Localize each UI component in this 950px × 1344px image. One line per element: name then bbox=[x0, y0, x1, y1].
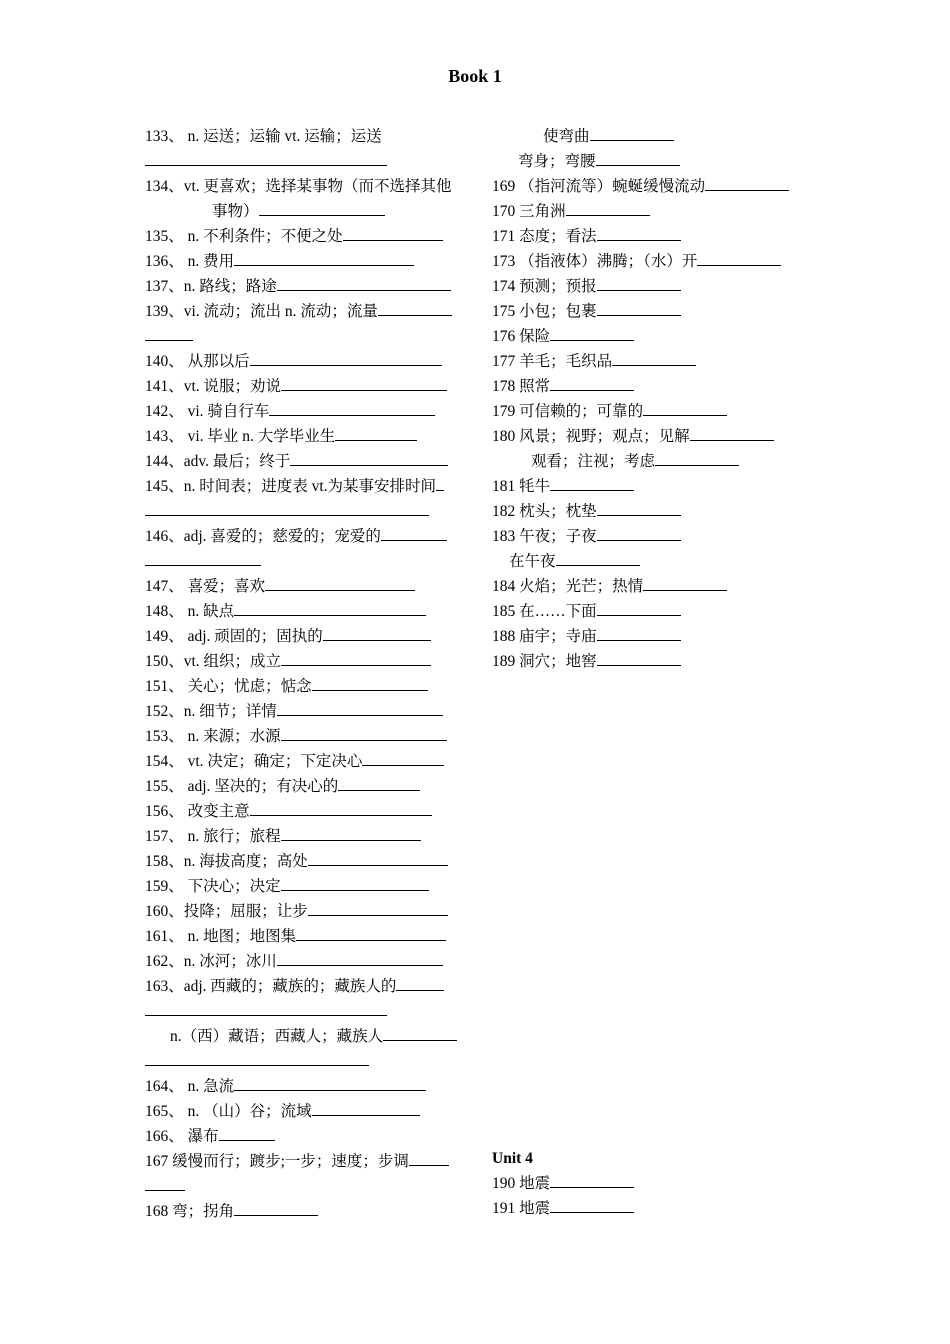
vocab-item: 136、 n. 费用 bbox=[145, 249, 414, 274]
vocab-item: 164、 n. 急流 bbox=[145, 1074, 426, 1099]
vocab-item: 事物） bbox=[212, 199, 385, 224]
answer-blank[interactable] bbox=[145, 999, 387, 1024]
vocab-item: 162、n. 冰河；冰川 bbox=[145, 949, 443, 974]
vocab-item: 141、vt. 说服；劝说 bbox=[145, 374, 447, 399]
answer-blank[interactable] bbox=[145, 1174, 185, 1199]
vocab-item: 174 预测；预报 bbox=[492, 274, 681, 299]
vocab-item: 178 照常 bbox=[492, 374, 634, 399]
vocab-item: 149、 adj. 顽固的；固执的 bbox=[145, 624, 431, 649]
vocab-item: 170 三角洲 bbox=[492, 199, 650, 224]
vocab-item: 153、 n. 来源；水源 bbox=[145, 724, 447, 749]
vocab-item: 157、 n. 旅行；旅程 bbox=[145, 824, 421, 849]
vocab-item: 177 羊毛；毛织品 bbox=[492, 349, 696, 374]
answer-blank[interactable] bbox=[145, 149, 387, 174]
vocab-item: 173 （指液体）沸腾；（水）开 bbox=[492, 249, 781, 274]
vocab-item: 176 保险 bbox=[492, 324, 634, 349]
vocab-item: 165、 n. （山）谷；流域 bbox=[145, 1099, 420, 1124]
vocab-item: 使弯曲 bbox=[543, 124, 674, 149]
vocab-item: 184 火焰；光芒；热情 bbox=[492, 574, 727, 599]
vocab-item: 145、n. 时间表；进度表 vt.为某事安排时间 bbox=[145, 474, 444, 499]
vocab-item: 155、 adj. 坚决的；有决心的 bbox=[145, 774, 420, 799]
vocab-item: 144、adv. 最后；终于 bbox=[145, 449, 448, 474]
vocab-item: 189 洞穴；地窖 bbox=[492, 649, 681, 674]
vocab-item: 139、vi. 流动；流出 n. 流动；流量 bbox=[145, 299, 452, 324]
vocab-item: 180 风景；视野；观点；见解 bbox=[492, 424, 774, 449]
vocab-item: 190 地震 bbox=[492, 1171, 634, 1196]
answer-blank[interactable] bbox=[145, 1049, 369, 1074]
vocab-item: 181 牦牛 bbox=[492, 474, 634, 499]
vocab-item: 137、n. 路线；路途 bbox=[145, 274, 451, 299]
vocab-item: 169 （指河流等）蜿蜒缓慢流动 bbox=[492, 174, 789, 199]
vocab-item: 140、 从那以后 bbox=[145, 349, 442, 374]
vocab-item: 弯身；弯腰 bbox=[518, 149, 680, 174]
vocab-item: 161、 n. 地图；地图集 bbox=[145, 924, 446, 949]
vocab-item: 183 午夜；子夜 bbox=[492, 524, 681, 549]
vocab-item: 143、 vi. 毕业 n. 大学毕业生 bbox=[145, 424, 417, 449]
vocab-item: 154、 vt. 决定；确定；下定决心 bbox=[145, 749, 444, 774]
vocab-item: 159、 下决心；决定 bbox=[145, 874, 429, 899]
vocab-item: 147、 喜爱；喜欢 bbox=[145, 574, 415, 599]
vocab-item: 152、n. 细节；详情 bbox=[145, 699, 443, 724]
vocab-item: 185 在……下面 bbox=[492, 599, 681, 624]
answer-blank[interactable] bbox=[145, 324, 193, 349]
vocab-item: 175 小包；包裹 bbox=[492, 299, 681, 324]
vocab-item: 151、 关心；忧虑；惦念 bbox=[145, 674, 428, 699]
vocab-item: 158、n. 海拔高度；高处 bbox=[145, 849, 448, 874]
vocab-item: 142、 vi. 骑自行车 bbox=[145, 399, 435, 424]
vocab-item: 188 庙宇；寺庙 bbox=[492, 624, 681, 649]
vocab-item: 146、adj. 喜爱的；慈爱的；宠爱的 bbox=[145, 524, 447, 549]
vocab-item: 135、 n. 不利条件；不便之处 bbox=[145, 224, 443, 249]
vocab-item: 166、 瀑布 bbox=[145, 1124, 275, 1149]
vocab-item: 观看；注视；考虑 bbox=[531, 449, 739, 474]
vocab-item: 168 弯；拐角 bbox=[145, 1199, 318, 1224]
vocab-item: 在午夜 bbox=[509, 549, 640, 574]
answer-blank[interactable] bbox=[145, 499, 429, 524]
answer-blank[interactable] bbox=[145, 549, 261, 574]
vocab-item: 163、adj. 西藏的；藏族的；藏族人的 bbox=[145, 974, 444, 999]
vocab-item: 148、 n. 缺点 bbox=[145, 599, 426, 624]
unit-heading: Unit 4 bbox=[492, 1150, 533, 1167]
vocab-item: 133、 n. 运送；运输 vt. 运输；运送 bbox=[145, 128, 382, 145]
vocab-item: n.（西）藏语；西藏人；藏族人 bbox=[170, 1024, 457, 1049]
vocab-item: 182 枕头；枕垫 bbox=[492, 499, 681, 524]
vocab-item: 156、 改变主意 bbox=[145, 799, 432, 824]
vocab-item: 134、vt. 更喜欢；选择某事物（而不选择其他 bbox=[145, 178, 452, 195]
vocab-item: 167 缓慢而行；踱步;一步；速度；步调 bbox=[145, 1149, 449, 1174]
vocab-item: 179 可信赖的；可靠的 bbox=[492, 399, 727, 424]
document-title: Book 1 bbox=[448, 66, 502, 86]
vocab-item: 150、vt. 组织；成立 bbox=[145, 649, 431, 674]
vocab-item: 160、投降；屈服；让步 bbox=[145, 899, 448, 924]
vocab-item: 191 地震 bbox=[492, 1196, 634, 1221]
vocab-item: 171 态度；看法 bbox=[492, 224, 681, 249]
